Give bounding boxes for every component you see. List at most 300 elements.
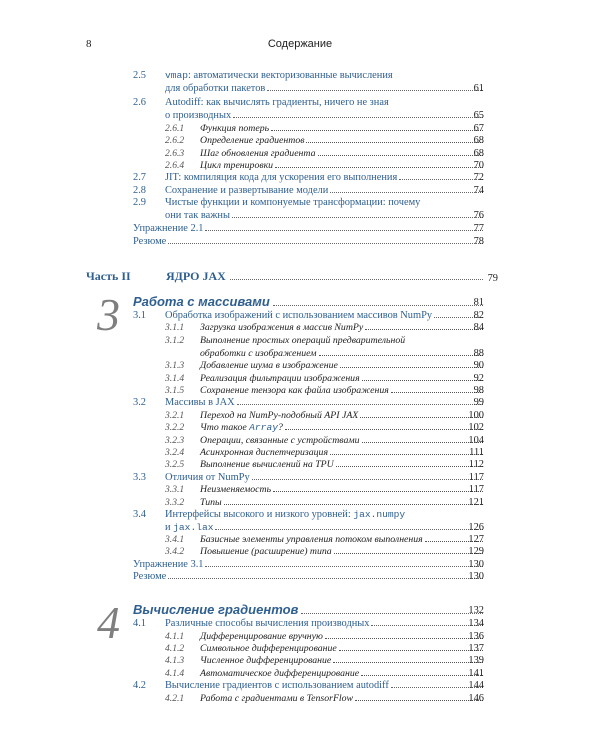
toc-subentry[interactable] [0, 668, 600, 681]
chapter-title-row [133, 294, 484, 310]
title-text [200, 655, 331, 668]
text-fragment: JIT: компиляция кода для ускорения его выполнения [165, 172, 398, 183]
page-ref: 90 [473, 360, 484, 371]
page-ref: 129 [468, 546, 484, 557]
toc-subentry[interactable] [0, 335, 600, 360]
section-number: 2.6.1 [165, 123, 185, 134]
title-line [200, 655, 484, 668]
title-text [200, 135, 304, 148]
title-line [165, 172, 484, 185]
title-text [133, 223, 203, 236]
title-text [133, 236, 166, 249]
chapter-title-row [133, 602, 484, 618]
section-title [200, 373, 484, 386]
text-fragment: о производных [165, 109, 232, 121]
section-title [165, 472, 484, 485]
section-title [200, 410, 484, 423]
section-title [200, 643, 484, 656]
toc-subentry[interactable] [0, 631, 600, 644]
page-ref: 98 [473, 385, 484, 396]
title-text [200, 546, 332, 559]
section-title [165, 97, 484, 122]
text-fragment: Повышение (расширение) типа [200, 546, 332, 557]
title-line [165, 70, 484, 83]
text-fragment: и [165, 521, 174, 533]
section-number: 4.1.3 [165, 655, 185, 666]
toc-entry[interactable] [0, 680, 600, 693]
page-ref: 68 [473, 148, 484, 159]
section-title [200, 534, 484, 547]
toc-subentry[interactable] [0, 123, 600, 136]
page-ref: 112 [468, 459, 484, 470]
section-number: 3.1.5 [165, 385, 185, 396]
text-fragment: Интерфейсы высокого и низкого уровней: [165, 509, 354, 520]
title-line [133, 571, 484, 584]
text-fragment: Цикл тренировки [200, 160, 274, 171]
title-text [165, 172, 397, 185]
title-line [165, 680, 484, 693]
dot-leader [233, 117, 483, 118]
section-title [200, 655, 484, 668]
section-title [200, 135, 484, 148]
section-title [200, 668, 484, 681]
toc-subentry[interactable] [0, 546, 600, 559]
section-title [200, 447, 484, 460]
title-text [165, 509, 405, 522]
toc-subentry[interactable] [0, 373, 600, 386]
section-title [200, 385, 484, 398]
text-fragment: Дифференцирование вручную [200, 631, 323, 642]
title-text [165, 618, 369, 631]
page-ref: 127 [468, 534, 484, 545]
title-line [165, 618, 484, 631]
title-line [165, 509, 484, 522]
toc-entry[interactable] [0, 559, 600, 572]
section-number: 2.7 [133, 172, 146, 183]
dot-leader [330, 454, 483, 455]
text-fragment: Численное дифференцирование [200, 655, 332, 666]
code-fragment: jax.lax [173, 521, 214, 533]
title-line [133, 223, 484, 236]
title-line [165, 83, 484, 96]
text-fragment: Autodiff: как вычислять градиенты, ничего не зная [165, 97, 389, 108]
section-number: 2.6.4 [165, 160, 185, 171]
text-fragment: Базисные элементы управления потоком выполнения [200, 534, 423, 545]
title-text [200, 447, 328, 460]
page-ref: 70 [473, 160, 484, 171]
title-text [200, 360, 338, 373]
toc-entry[interactable] [0, 236, 600, 249]
section-title [133, 559, 484, 572]
toc-subentry[interactable] [0, 322, 600, 335]
part-heading[interactable] [86, 268, 498, 284]
toc-entry[interactable] [0, 223, 600, 236]
text-fragment: Выполнение простых операций предварительной [200, 335, 406, 346]
title-text [200, 435, 360, 448]
page-ref: 78 [473, 236, 484, 247]
dot-leader [318, 155, 484, 156]
section-title [133, 223, 484, 236]
title-text [165, 83, 265, 96]
chapter-page: 132 [468, 605, 484, 616]
title-line [200, 497, 484, 510]
toc-entry[interactable] [0, 172, 600, 185]
title-text [165, 680, 389, 693]
dot-leader [205, 230, 483, 231]
text-fragment: Выполнение вычислений на TPU [200, 459, 334, 470]
title-line [200, 123, 484, 136]
toc-subentry[interactable] [0, 447, 600, 460]
section-title [165, 397, 484, 410]
title-line [200, 160, 484, 173]
dot-leader [230, 279, 483, 280]
title-text [165, 110, 231, 123]
page-ref: 146 [468, 693, 484, 704]
dot-leader [275, 167, 483, 168]
title-line [200, 385, 484, 398]
title-text [200, 322, 363, 335]
section-number: 4.1.2 [165, 643, 185, 654]
title-line [165, 472, 484, 485]
page-ref: 139 [468, 655, 484, 666]
section-number: 3.2.1 [165, 410, 185, 421]
section-number: 2.8 [133, 185, 146, 196]
page-ref: 117 [468, 472, 484, 483]
page-ref: 102 [468, 422, 484, 433]
page-ref: 100 [468, 410, 484, 421]
title-text [200, 410, 358, 423]
section-number: 3.1.3 [165, 360, 185, 371]
section-number: 2.6.3 [165, 148, 185, 159]
title-text [200, 497, 222, 510]
text-fragment: Резюме [133, 571, 167, 582]
toc-subentry[interactable] [0, 148, 600, 161]
title-line [200, 435, 484, 448]
page-ref: 117 [468, 484, 484, 495]
page-number: 8 [86, 38, 92, 50]
text-fragment: Различные способы вычисления производных [165, 618, 370, 629]
page-ref: 76 [473, 209, 484, 221]
text-fragment: Операции, связанные с устройствами [200, 435, 360, 446]
section-title [200, 148, 484, 161]
dot-leader [273, 491, 483, 492]
page-ref: 130 [468, 571, 484, 582]
dot-leader [306, 142, 483, 143]
page-ref: 141 [468, 668, 484, 679]
page-ref: 84 [473, 322, 484, 333]
title-text [200, 643, 337, 656]
section-title [200, 360, 484, 373]
title-text [200, 693, 353, 706]
toc-subentry[interactable] [0, 643, 600, 656]
toc-entry[interactable] [0, 618, 600, 631]
text-fragment: Упражнение 2.1 [133, 223, 204, 234]
text-fragment: Неизменяемость [200, 484, 272, 495]
section-title [165, 680, 484, 693]
dot-leader [215, 529, 483, 530]
section-number: 3.2.5 [165, 459, 185, 470]
toc-subentry[interactable] [0, 459, 600, 472]
title-line [200, 322, 484, 335]
text-fragment: Загрузка изображения в массив NumPy [200, 322, 364, 333]
text-fragment: Что такое [200, 422, 250, 433]
text-fragment: для обработки пакетов [165, 82, 266, 94]
title-line [200, 135, 484, 148]
text-fragment: Определение градиентов [200, 135, 305, 146]
toc-entry[interactable] [0, 70, 600, 95]
code-fragment: Array [249, 422, 278, 433]
title-text [165, 185, 328, 198]
dot-leader [334, 553, 483, 554]
page-ref: 121 [468, 497, 484, 508]
section-title [200, 631, 484, 644]
text-fragment: Реализация фильтрации изображения [200, 373, 360, 384]
code-fragment: jax.numpy [353, 509, 406, 520]
title-text [165, 197, 420, 210]
page-ref: 136 [468, 631, 484, 642]
title-line [165, 97, 484, 110]
page-ref: 82 [473, 310, 484, 321]
title-line [133, 559, 484, 572]
section-title [200, 459, 484, 472]
section-number: 3.1.1 [165, 322, 185, 333]
section-number: 4.1.1 [165, 631, 185, 642]
title-line [200, 422, 484, 435]
section-number: 3.1.2 [165, 335, 185, 346]
dot-leader [336, 466, 483, 467]
page-ref: 99 [473, 397, 484, 408]
title-line [200, 360, 484, 373]
section-title [200, 497, 484, 510]
dot-leader [333, 662, 483, 663]
title-line [165, 310, 484, 323]
section-title [200, 160, 484, 173]
title-line [165, 185, 484, 198]
toc-entry[interactable] [0, 185, 600, 198]
title-text [200, 348, 317, 361]
section-title [133, 571, 484, 584]
title-line [200, 447, 484, 460]
page-ref: 61 [473, 82, 484, 94]
title-line [165, 522, 484, 535]
section-title [165, 172, 484, 185]
section-title [200, 546, 484, 559]
title-text [165, 97, 389, 110]
page-ref: 77 [473, 223, 484, 234]
title-line [165, 110, 484, 123]
section-number: 2.5 [133, 70, 146, 81]
title-line [200, 373, 484, 386]
title-text [200, 123, 269, 136]
part-label: Часть II [86, 269, 131, 283]
title-line [200, 668, 484, 681]
toc-subentry[interactable] [0, 693, 600, 706]
text-fragment: : автоматически векторизованные вычисления [188, 70, 393, 81]
section-number: 4.1.4 [165, 668, 185, 679]
text-fragment: Упражнение 3.1 [133, 559, 204, 570]
section-title [165, 197, 484, 222]
section-title [165, 70, 484, 95]
section-number: 3.4.1 [165, 534, 185, 545]
dot-leader [232, 217, 483, 218]
text-fragment: Вычисление градиентов с использованием autodiff [165, 680, 389, 691]
toc-subentry[interactable] [0, 435, 600, 448]
chapter-title: Вычисление градиентов [133, 602, 299, 617]
section-number: 3.2 [133, 397, 146, 408]
dot-leader [267, 90, 483, 91]
page-ref: 65 [473, 109, 484, 121]
title-text [165, 397, 235, 410]
dot-leader [273, 305, 483, 306]
toc-subentry[interactable] [0, 422, 600, 435]
chapter-number: 4 [97, 597, 120, 648]
title-line [200, 484, 484, 497]
text-fragment: Сохранение и развертывание модели [165, 185, 329, 196]
title-text [133, 571, 166, 584]
text-fragment: Обработка изображений с использованием массивов NumPy [165, 310, 433, 321]
text-fragment: Добавление шума в изображение [200, 360, 338, 371]
section-title [200, 335, 484, 360]
text-fragment: Сохранение тензора как файла изображения [200, 385, 389, 396]
title-line [165, 397, 484, 410]
chapter-title: Работа с массивами [133, 294, 270, 309]
section-number: 3.3 [133, 472, 146, 483]
page-ref: 74 [473, 185, 484, 196]
toc-subentry[interactable] [0, 534, 600, 547]
title-text [165, 310, 432, 323]
dot-leader [330, 192, 483, 193]
toc-subentry[interactable] [0, 385, 600, 398]
dot-leader [325, 638, 483, 639]
title-text [165, 472, 250, 485]
dot-leader [237, 404, 483, 405]
text-fragment: Символьное дифференцирование [200, 643, 337, 654]
section-number: 4.1 [133, 618, 146, 629]
toc-subentry[interactable] [0, 160, 600, 173]
toc-subentry[interactable] [0, 360, 600, 373]
title-line [200, 459, 484, 472]
text-fragment: Резюме [133, 236, 167, 247]
title-line [200, 348, 484, 361]
text-fragment: Асинхронная диспетчеризация [200, 447, 328, 458]
title-text [200, 534, 423, 547]
title-line [200, 148, 484, 161]
toc-entry[interactable] [0, 310, 600, 323]
page-ref: 111 [469, 447, 484, 458]
title-text [165, 522, 213, 535]
toc-entry[interactable] [0, 397, 600, 410]
toc-subentry[interactable] [0, 484, 600, 497]
toc-subentry[interactable] [0, 410, 600, 423]
section-number: 3.2.4 [165, 447, 185, 458]
section-number: 3.2.2 [165, 422, 185, 433]
text-fragment: ? [277, 422, 283, 433]
text-fragment: Переход на NumPy-подобный API JAX [200, 410, 359, 421]
section-title [200, 422, 484, 435]
toc-entry[interactable] [0, 571, 600, 584]
title-line [200, 335, 484, 348]
section-number: 3.4 [133, 509, 146, 520]
title-text [133, 559, 203, 572]
section-number: 3.3.2 [165, 497, 185, 508]
text-fragment: они так важны [165, 209, 230, 221]
part-title-row [166, 269, 484, 284]
title-line [200, 693, 484, 706]
section-number: 2.6.2 [165, 135, 185, 146]
title-line [200, 534, 484, 547]
page-ref: 104 [468, 435, 484, 446]
page-ref: 144 [468, 680, 484, 691]
section-title [133, 236, 484, 249]
section-title [165, 310, 484, 323]
title-text [200, 160, 273, 173]
section-title [165, 618, 484, 631]
text-fragment: Типы [200, 497, 222, 508]
dot-leader [252, 479, 483, 480]
section-title [200, 693, 484, 706]
running-title: Содержание [267, 38, 333, 50]
page-ref: 137 [468, 643, 484, 654]
dot-leader [319, 355, 483, 356]
toc-subentry[interactable] [0, 655, 600, 668]
section-number: 2.9 [133, 197, 146, 208]
text-fragment: Автоматическое дифференцирование [200, 668, 360, 679]
page-ref: 72 [473, 172, 484, 183]
title-line [200, 410, 484, 423]
title-line [133, 236, 484, 249]
title-text [200, 373, 360, 386]
toc-subentry[interactable] [0, 497, 600, 510]
toc-subentry[interactable] [0, 135, 600, 148]
dot-leader [271, 130, 483, 131]
running-header [0, 38, 600, 54]
text-fragment: Отличия от NumPy [165, 472, 250, 483]
text-fragment: Шаг обновления градиента [200, 148, 316, 159]
toc-entry[interactable] [0, 97, 600, 122]
toc-entry[interactable] [0, 509, 600, 534]
text-fragment: Функция потерь [200, 123, 270, 134]
section-number: 3.1 [133, 310, 146, 321]
chapter-page: 81 [473, 297, 484, 308]
dot-leader [205, 566, 483, 567]
part-title: ЯДРО JAX [166, 269, 226, 283]
page-ref: 126 [468, 521, 484, 533]
title-line [200, 631, 484, 644]
page-ref: 130 [468, 559, 484, 570]
page-ref: 67 [473, 123, 484, 134]
title-line [200, 643, 484, 656]
toc-entry[interactable] [0, 197, 600, 222]
section-title [200, 435, 484, 448]
title-text [200, 459, 334, 472]
section-title [200, 484, 484, 497]
title-text [165, 210, 230, 223]
dot-leader [285, 429, 483, 430]
section-title [200, 322, 484, 335]
title-text [200, 631, 323, 644]
page-ref: 92 [473, 373, 484, 384]
title-line [165, 210, 484, 223]
text-fragment: обработки с изображением [200, 347, 317, 359]
title-line [165, 197, 484, 210]
title-text [200, 148, 316, 161]
section-title [165, 185, 484, 198]
toc-entry[interactable] [0, 472, 600, 485]
section-number: 2.6 [133, 97, 146, 108]
section-number: 3.1.4 [165, 373, 185, 384]
part-page: 79 [487, 273, 498, 284]
dot-leader [301, 613, 483, 614]
